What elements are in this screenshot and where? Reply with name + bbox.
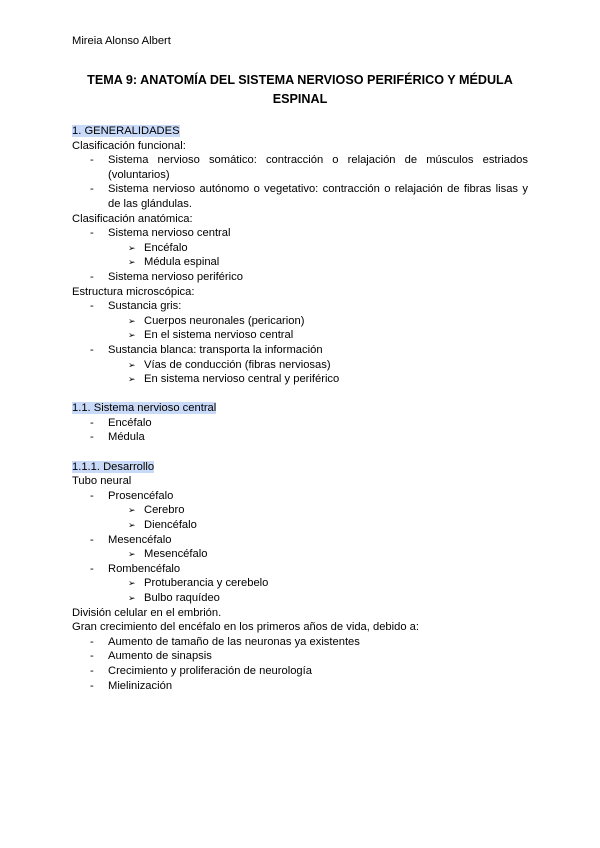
dash-bullet: - [90, 664, 94, 677]
dash-bullet: - [90, 489, 94, 502]
list-item: - Sustancia blanca: transporta la información [90, 343, 323, 356]
document-title: TEMA 9: ANATOMÍA DEL SISTEMA NERVIOSO PERIFÉRICO Y MÉDULA ESPINAL [87, 73, 513, 106]
sub-list-item: ➢ Mesencéfalo [128, 548, 208, 561]
brain-growth-text: Gran crecimiento del encéfalo en los primeros años de vida, debido a: [72, 621, 420, 634]
dash-bullet: - [90, 650, 94, 663]
functional-classification-label: Clasificación funcional: [72, 139, 186, 152]
arrow-bullet-icon: ➢ [128, 549, 136, 560]
sub-list-item: ➢ Diencéfalo [128, 519, 197, 532]
sub-list-item: ➢ Protuberancia y cerebelo [128, 577, 269, 590]
sub-list-item: ➢ En el sistema nervioso central [128, 329, 294, 342]
sub-list-item: ➢ Bulbo raquídeo [128, 592, 220, 604]
list-item: - Sistema nervioso autónomo o vegetativo: contracción o relajación de fibras lisas y de las glándulas. [90, 183, 528, 210]
dash-bullet: - [90, 562, 94, 575]
list-item: - Aumento de tamaño de las neuronas ya existentes [90, 635, 360, 648]
arrow-bullet-icon: ➢ [128, 505, 136, 516]
list-item: - Sustancia gris: [90, 300, 182, 313]
sub-list-item: ➢ Encéfalo [128, 241, 188, 254]
dash-bullet: - [90, 533, 94, 546]
sub-list-item: ➢ En sistema nervioso central y periférico [128, 373, 340, 386]
dash-bullet: - [90, 183, 94, 196]
dash-bullet: - [90, 154, 94, 167]
arrow-bullet-icon: ➢ [128, 257, 136, 268]
section-heading-desarrollo: 1.1.1. Desarrollo [72, 460, 155, 473]
list-item: - Encéfalo [90, 416, 152, 429]
list-item: - Mesencéfalo [90, 533, 172, 546]
dash-bullet: - [90, 416, 94, 429]
dash-bullet: - [90, 343, 94, 356]
dash-bullet: - [90, 679, 94, 692]
sub-list-item: ➢ Cerebro [128, 504, 185, 517]
anatomical-classification-label: Clasificación anatómica: [72, 212, 193, 225]
list-item: - Rombencéfalo [90, 562, 181, 575]
dash-bullet: - [90, 300, 94, 313]
list-item: - Aumento de sinapsis [90, 650, 212, 663]
dash-bullet: - [90, 431, 94, 444]
cell-division-text: División celular en el embrión. [72, 606, 222, 619]
section-heading-generalidades: 1. GENERALIDADES [72, 125, 180, 137]
arrow-bullet-icon: ➢ [128, 359, 136, 370]
list-item: - Sistema nervioso periférico [90, 270, 243, 283]
sub-list-item: ➢ Médula espinal [128, 256, 220, 269]
dash-bullet: - [90, 635, 94, 648]
list-item: - Sistema nervioso somático: contracción o relajación de músculos estriados (voluntarios) [90, 154, 528, 181]
arrow-bullet-icon: ➢ [128, 593, 136, 603]
arrow-bullet-icon: ➢ [128, 315, 136, 326]
microscopic-structure-label: Estructura microscópica: [72, 285, 195, 298]
list-item: - Sistema nervioso central [90, 227, 231, 240]
author-name: Mireia Alonso Albert [72, 35, 171, 47]
list-item: - Médula [90, 431, 145, 444]
dash-bullet: - [90, 227, 94, 240]
list-item: - Prosencéfalo [90, 489, 174, 502]
arrow-bullet-icon: ➢ [128, 330, 136, 341]
list-item: - Crecimiento y proliferación de neurología [90, 664, 312, 677]
sub-list-item: ➢ Cuerpos neuronales (pericarion) [128, 314, 305, 327]
arrow-bullet-icon: ➢ [128, 374, 136, 385]
arrow-bullet-icon: ➢ [128, 520, 136, 531]
arrow-bullet-icon: ➢ [128, 242, 136, 253]
neural-tube-label: Tubo neural [72, 475, 132, 488]
sub-list-item: ➢ Vías de conducción (fibras nerviosas) [128, 358, 331, 371]
dash-bullet: - [90, 270, 94, 283]
section-heading-snc: 1.1. Sistema nervioso central [72, 402, 217, 415]
arrow-bullet-icon: ➢ [128, 578, 136, 589]
list-item: - Mielinización [90, 679, 173, 692]
document-body [72, 124, 528, 693]
